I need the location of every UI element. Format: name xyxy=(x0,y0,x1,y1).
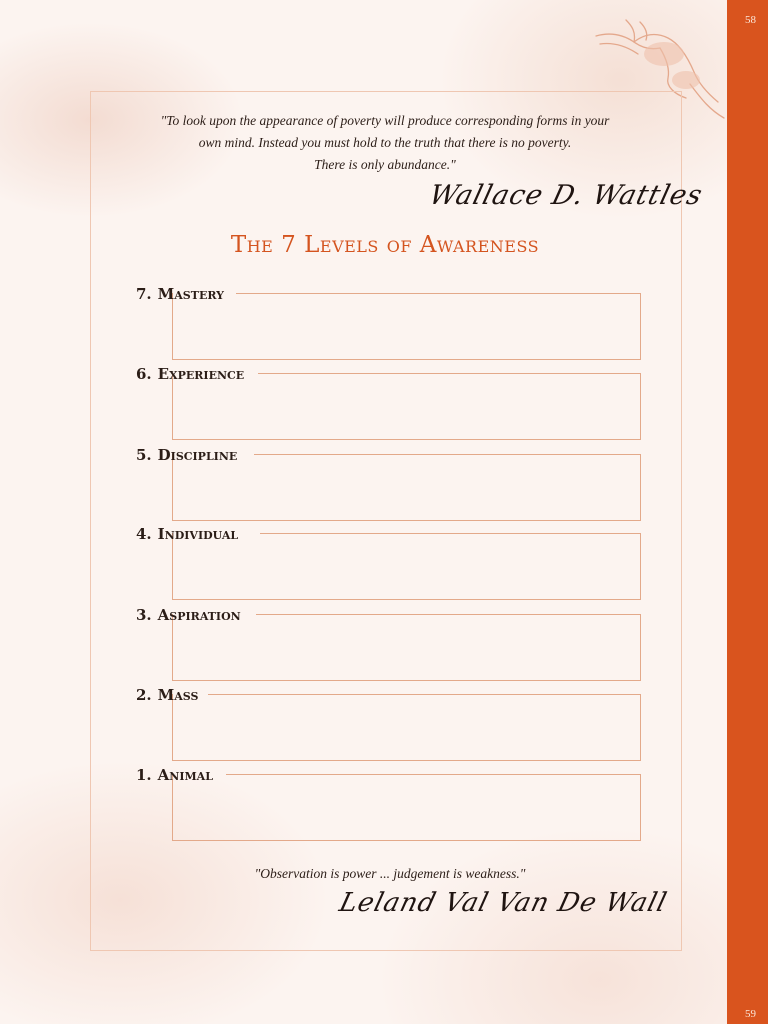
writing-box-mass[interactable] xyxy=(172,694,641,761)
level-label: Individual xyxy=(157,525,239,543)
writing-box-experience[interactable] xyxy=(172,373,641,440)
level-label: Discipline xyxy=(157,446,238,464)
writing-box-mastery[interactable] xyxy=(172,293,641,360)
writing-box-discipline[interactable] xyxy=(172,454,641,521)
level-label: Mastery xyxy=(157,285,224,303)
level-label: Experience xyxy=(157,365,245,383)
van-de-wall-signature: Leland Val Van De Wall xyxy=(336,888,671,918)
level-item-animal: 1. Animal xyxy=(136,774,641,844)
page-title: The 7 Levels of Awareness xyxy=(230,232,540,258)
quote-line-1: "To look upon the appearance of poverty will produce corresponding forms in your xyxy=(160,113,610,128)
level-item-individual: 4. Individual xyxy=(136,533,641,603)
opening-quote xyxy=(100,110,670,176)
level-label: Animal xyxy=(157,766,213,784)
level-item-experience: 6. Experience xyxy=(136,373,641,443)
level-label: Aspiration xyxy=(157,606,241,624)
quote-line-2: own mind. Instead you must hold to the truth that there is no poverty. xyxy=(198,135,572,150)
level-item-mastery: 7. Mastery xyxy=(136,293,641,363)
orange-side-tab xyxy=(727,0,768,1024)
level-label: Mass xyxy=(157,686,199,704)
closing-quote: "Observation is power ... judgement is weakness." xyxy=(254,866,526,881)
level-item-aspiration: 3. Aspiration xyxy=(136,614,641,684)
page-number-bottom: 59 xyxy=(745,1008,756,1020)
writing-box-aspiration[interactable] xyxy=(172,614,641,681)
quote-line-3: There is only abundance." xyxy=(314,157,456,172)
level-item-discipline: 5. Discipline xyxy=(136,454,641,524)
writing-box-animal[interactable] xyxy=(172,774,641,841)
page-number-top: 58 xyxy=(745,14,756,26)
writing-box-individual[interactable] xyxy=(172,533,641,600)
wattles-signature: Wallace D. Wattles xyxy=(426,180,706,211)
level-item-mass: 2. Mass xyxy=(136,694,641,764)
